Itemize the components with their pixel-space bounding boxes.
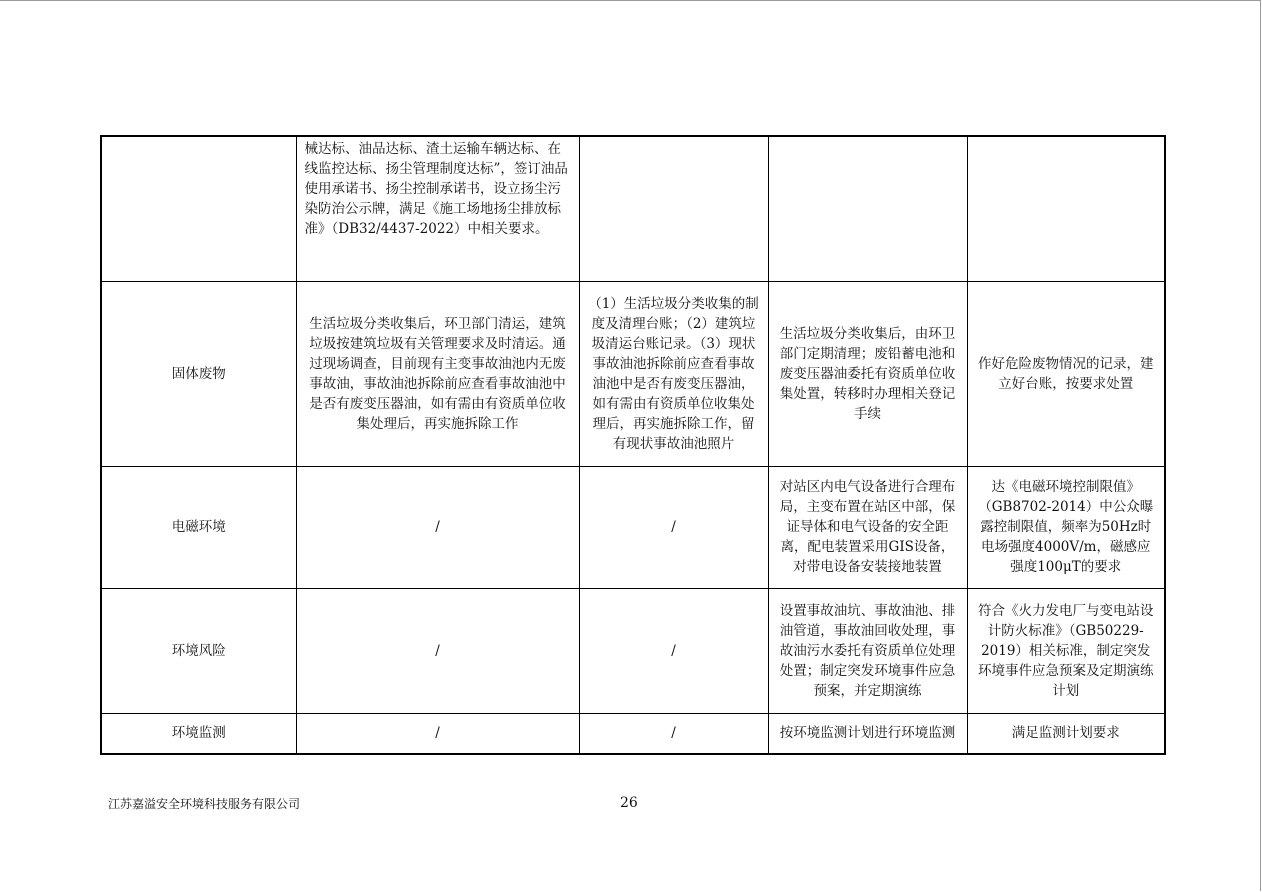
operation-measure-cell: 生活垃圾分类收集后，由环卫部门定期清理；废铅蓄电池和废变压器油委托有资质单位收集处置，转移时办理相关登记手续 — [768, 281, 967, 466]
table-row — [101, 136, 1165, 281]
table-row — [101, 588, 1165, 713]
table-row — [101, 466, 1165, 588]
requirement-cell: 满足监测计划要求 — [967, 713, 1165, 754]
requirement-cell: 作好危险废物情况的记录，建立好台账，按要求处置 — [967, 281, 1165, 466]
construction-measure-cell: / — [296, 713, 579, 754]
operation-measure-cell: 设置事故油坑、事故油池、排油管道，事故油回收处理，事故油污水委托有资质单位处理处置；制定突发环境事件应急预案，并定期演练 — [768, 588, 967, 713]
acceptance-material-cell: / — [579, 588, 768, 713]
requirement-cell: 达《电磁环境控制限值》（GB8702-2014）中公众曝露控制限值，频率为50Hz时电场强度4000V/m，磁感应强度100μT的要求 — [967, 466, 1165, 588]
operation-measure-cell: 对站区内电气设备进行合理布局，主变布置在站区中部，保证导体和电气设备的安全距离，配电装置采用GIS设备，对带电设备安装接地装置 — [768, 466, 967, 588]
footer-company-name: 江苏嘉溢安全环境科技服务有限公司 — [108, 797, 301, 811]
category-cell: 环境风险 — [101, 588, 296, 713]
operation-measure-cell — [768, 136, 967, 281]
acceptance-material-cell — [579, 136, 768, 281]
category-cell — [101, 136, 296, 281]
requirement-cell — [967, 136, 1165, 281]
construction-measure-cell: 械达标、油品达标、渣土运输车辆达标、在线监控达标、扬尘管理制度达标”，签订油品使用承诺书、扬尘控制承诺书，设立扬尘污染防治公示牌，满足《施工场地扬尘排放标准》（DB32/4437-2022）中相关要求。 — [296, 136, 579, 281]
construction-measure-cell: 生活垃圾分类收集后，环卫部门清运，建筑垃圾按建筑垃圾有关管理要求及时清运。通过现场调查，目前现有主变事故油池内无废事故油，事故油池拆除前应查看事故油池中是否有废变压器油，如有需由有资质单位收集处理后，再实施拆除工作 — [296, 281, 579, 466]
category-cell: 环境监测 — [101, 713, 296, 754]
construction-measure-cell: / — [296, 588, 579, 713]
environmental-measures-table — [100, 135, 1166, 755]
category-cell: 固体废物 — [101, 281, 296, 466]
requirement-cell: 符合《火力发电厂与变电站设计防火标准》（GB50229-2019）相关标准，制定突发环境事件应急预案及定期演练计划 — [967, 588, 1165, 713]
category-cell: 电磁环境 — [101, 466, 296, 588]
construction-measure-cell: / — [296, 466, 579, 588]
table-row — [101, 281, 1165, 466]
table-row — [101, 713, 1165, 754]
page-number: 26 — [620, 795, 638, 811]
acceptance-material-cell: （1）生活垃圾分类收集的制度及清理台账；（2）建筑垃圾清运台账记录。（3）现状事故油池拆除前应查看事故油池中是否有废变压器油，如有需由有资质单位收集处理后，再实施拆除工作，留有现状事故油池照片 — [579, 281, 768, 466]
acceptance-material-cell: / — [579, 466, 768, 588]
operation-measure-cell: 按环境监测计划进行环境监测 — [768, 713, 967, 754]
acceptance-material-cell: / — [579, 713, 768, 754]
